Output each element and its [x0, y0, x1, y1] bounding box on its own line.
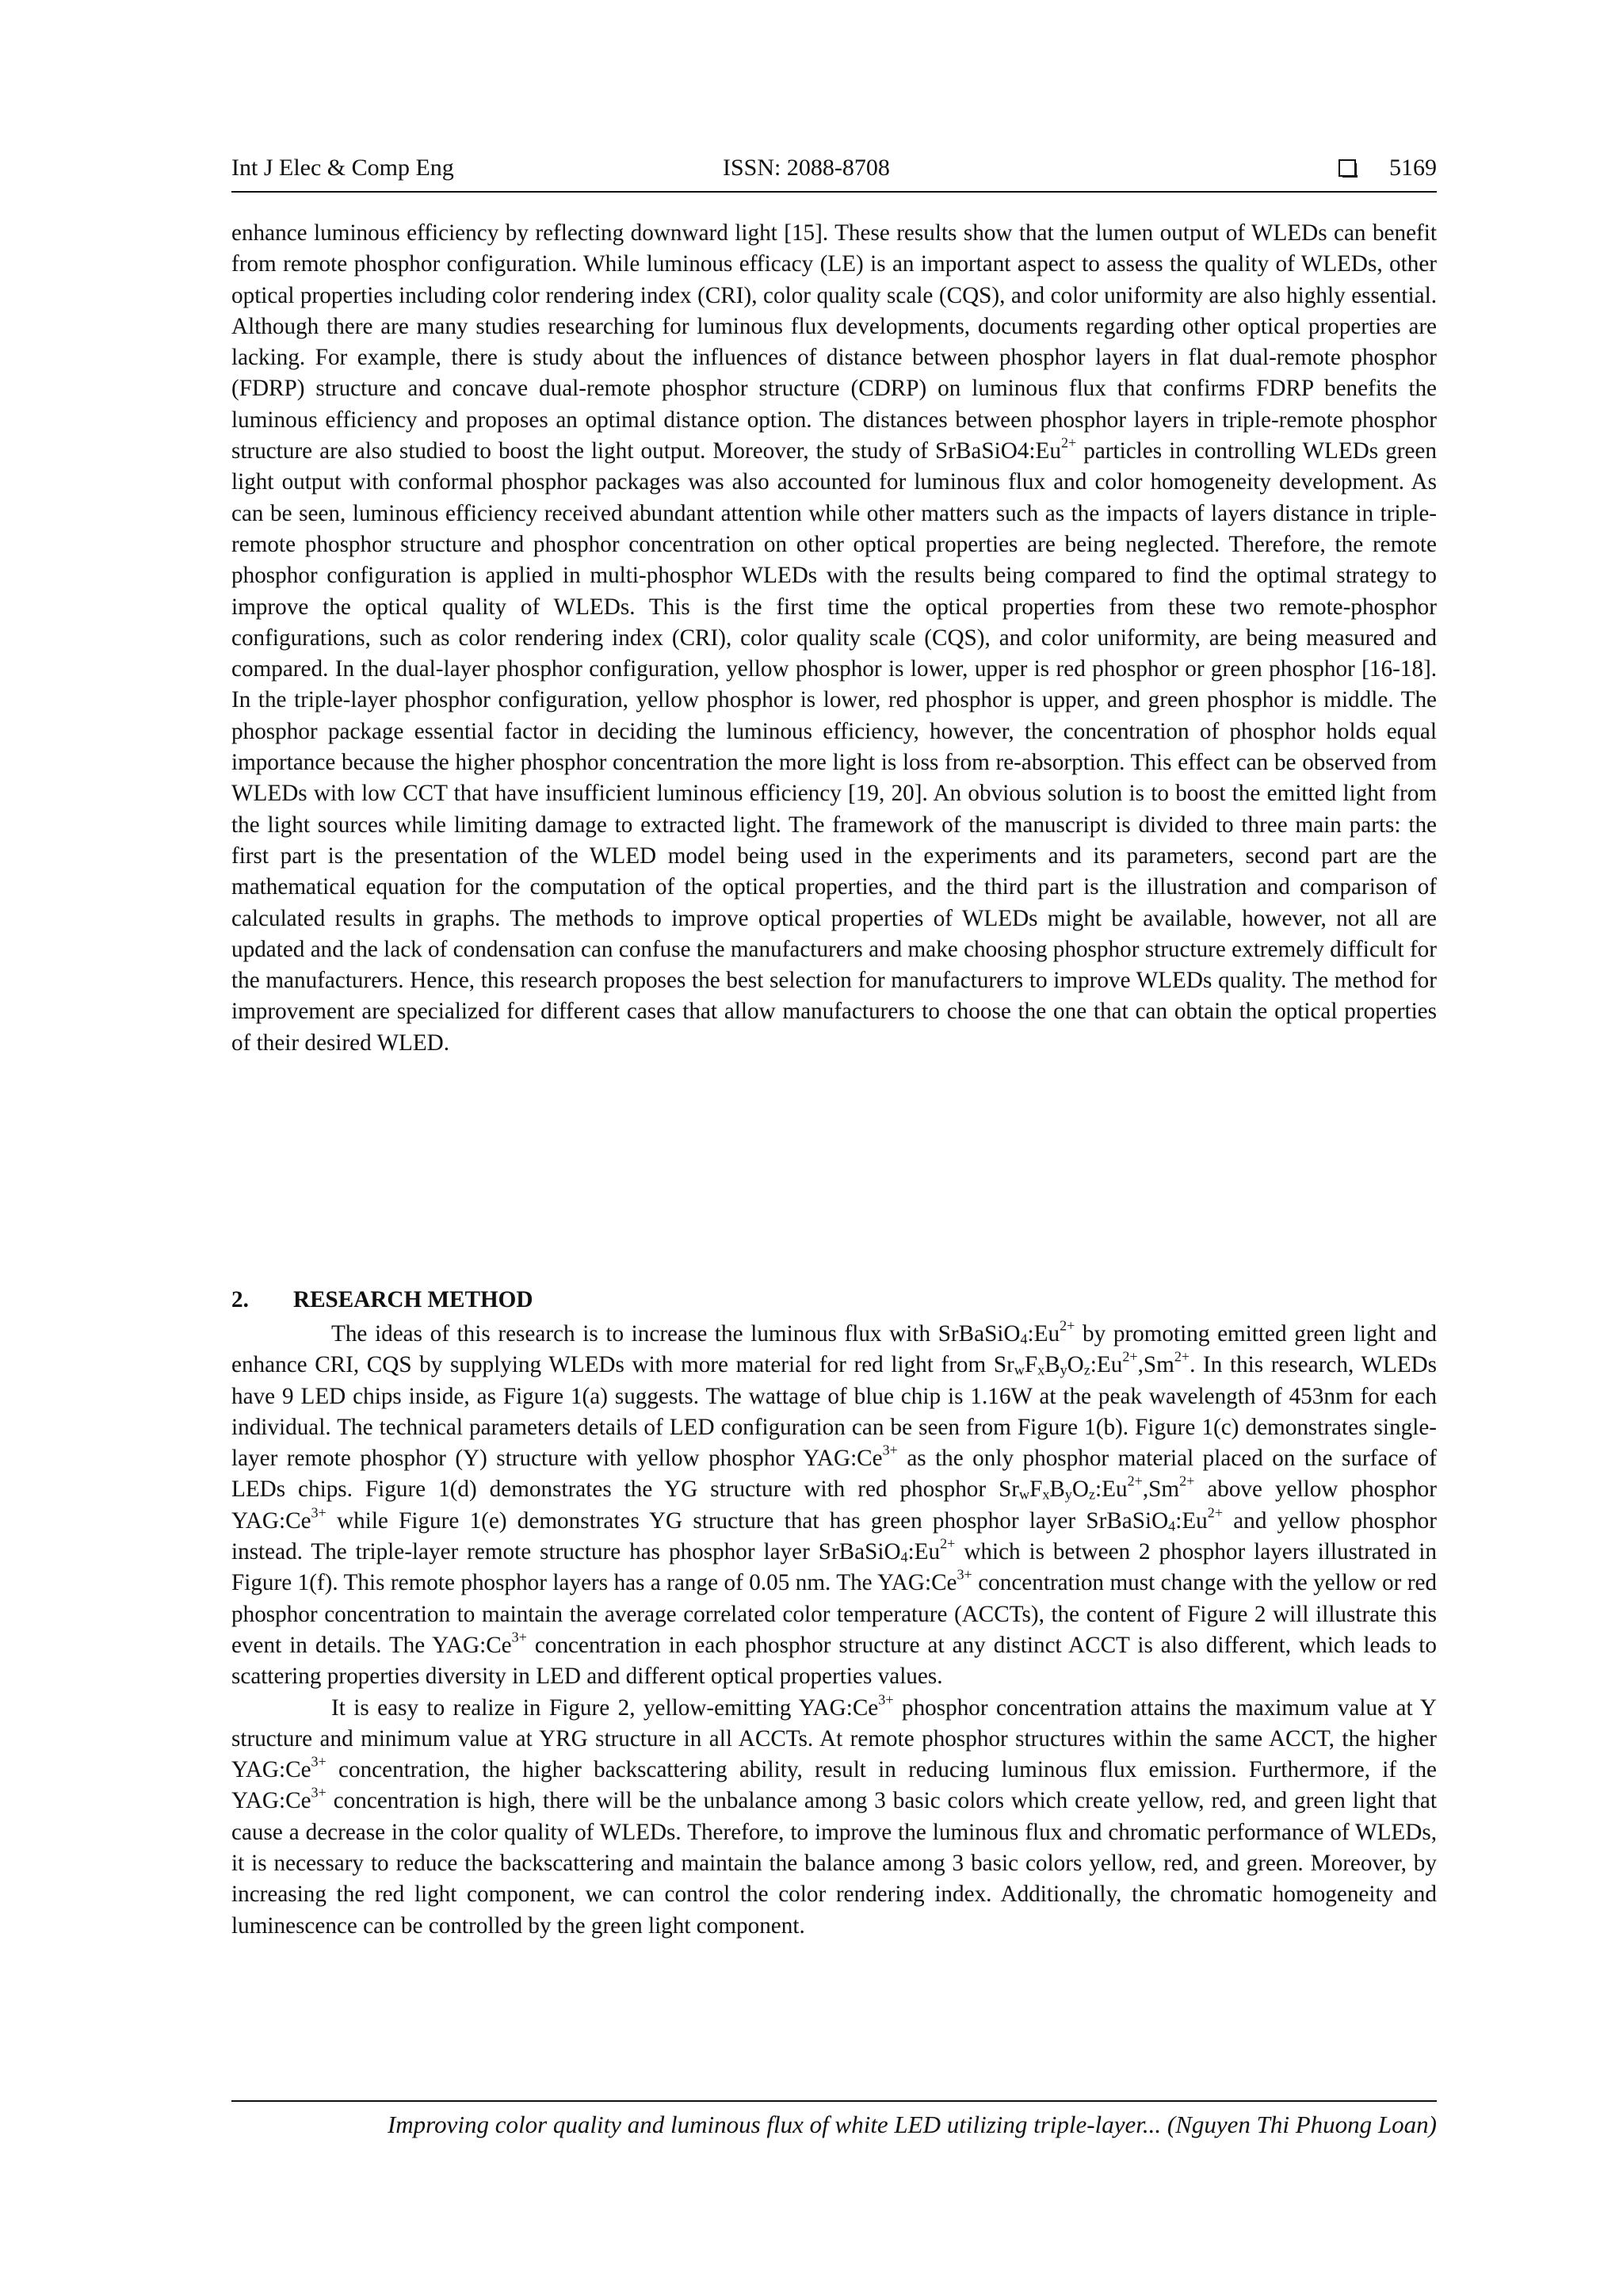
footer-divider — [231, 2100, 1437, 2102]
journal-name: Int J Elec & Comp Eng — [231, 155, 454, 181]
body-text-method — [231, 1319, 1437, 1942]
issn-label: ISSN: 2088-8708 — [723, 155, 890, 181]
checkbox-square-icon — [1338, 159, 1356, 177]
page-number: 5169 — [1389, 155, 1437, 181]
body-text-intro — [231, 218, 1437, 1059]
header-divider — [231, 191, 1437, 193]
intro-paragraph: enhance luminous efficiency by reflecting downward light [15]. These results show that the lumen output of WLEDs can benefit from remote phosphor configuration. While luminous efficacy (LE) is an important aspect to assess the quality of WLEDs, other optical properties including color rendering index (CRI), color quality scale (CQS), and color uniformity are also highly essential. Although there are many studies researching for luminous flux developments, documents regarding other optical properties are lacking. For example, there is study about the influences of distance between phosphor layers in flat dual-remote phosphor (FDRP) structure and concave dual-remote phosphor structure (CDRP) on luminous flux that confirms FDRP benefits the luminous efficiency and proposes an optimal distance option. The distances between phosphor layers in triple-remote phosphor structure are also studied to boost the light output. Moreover, the study of $SrBaSiO4:Eu^{2+}$ particles in controlling WLEDs green light output with conformal phosphor packages was also accounted for luminous flux and color homogeneity development. As can be seen, luminous efficiency received abundant attention while other matters such as the impacts of layers distance in triple-remote phosphor structure and phosphor concentration on other optical properties are being neglected. Therefore, the remote phosphor configuration is applied in multi-phosphor WLEDs with the results being compared to find the optimal strategy to improve the optical quality of WLEDs. This is the first time the optical properties from these two remote-phosphor configurations, such as color rendering index (CRI), color quality scale (CQS), and color uniformity, are being measured and compared. In the dual-layer phosphor configuration, yellow phosphor is lower, upper is red phosphor or green phosphor [16-18]. In the triple-layer phosphor configuration, yellow phosphor is lower, red phosphor is upper, and green phosphor is middle. The phosphor package essential factor in deciding the luminous efficiency, however, the concentration of phosphor holds equal importance because the higher phosphor concentration the more light is loss from re-absorption. This effect can be observed from WLEDs with low CCT that have insufficient luminous efficiency [19, 20]. An obvious solution is to boost the emitted light from the light sources while limiting damage to extracted light. The framework of the manuscript is divided to three main parts: the first part is the presentation of the WLED model being used in the experiments and its parameters, second part are the mathematical equation for the computation of the optical properties, and the third part is the illustration and comparison of calculated results in graphs. The methods to improve optical properties of WLEDs might be available, however, not all are updated and the lack of condensation can confuse the manufacturers and make choosing phosphor structure extremely difficult for the manufacturers. Hence, this research proposes the best selection for manufacturers to improve WLEDs quality. The method for improvement are specialized for different cases that allow manufacturers to choose the one that can obtain the optical properties of their desired WLED. — [231, 220, 1437, 1056]
page-header — [231, 155, 1437, 189]
method-paragraph-1: The ideas of this research is to increase the luminous flux with $SrBaSiO_4:Eu^{2+}$ by promoting emitted green light and enhance CRI, CQS by supplying WLEDs with more material for red light from $Sr_wF_xB_yO_z:Eu^{2+},Sm^{2+}$. In this research, WLEDs have 9 LED chips inside, as Figure 1(a) suggests. The wattage of blue chip is 1.16W at the peak wavelength of 453nm for each individual. The technical parameters details of LED configuration can be seen from Figure 1(b). Figure 1(c) demonstrates single-layer remote phosphor (Y) structure with yellow phosphor $YAG:Ce^{3+}$ as the only phosphor material placed on the surface of LEDs chips. Figure 1(d) demonstrates the YG structure with red phosphor $Sr_wF_xB_yO_z:Eu^{2+},Sm^{2+}$ above yellow phosphor $YAG:Ce^{3+}$ while Figure 1(e) demonstrates YG structure that has green phosphor layer $SrBaSiO_4:Eu^{2+}$ and yellow phosphor instead. The triple-layer remote structure has phosphor layer $SrBaSiO_4:Eu^{2+}$ which is between 2 phosphor layers illustrated in Figure 1(f). This remote phosphor layers has a range of 0.05 nm. The $YAG:Ce^{3+}$ concentration must change with the yellow or red phosphor concentration to maintain the average correlated color temperature (ACCTs), the content of Figure 2 will illustrate this event in details. The $YAG:Ce^{3+}$ concentration in each phosphor structure at any distinct ACCT is also different, which leads to scattering properties diversity in LED and different optical properties values. — [231, 1317, 1438, 1690]
section-number: 2. — [231, 1287, 249, 1312]
section-heading — [231, 1287, 533, 1313]
method-paragraph-2: It is easy to realize in Figure 2, yellow-emitting $YAG:Ce^{3+}$ phosphor concentration attains the maximum value at Y structure and minimum value at YRG structure in all ACCTs. At remote phosphor structures within the same ACCT, the higher $YAG:Ce^{3+}$ concentration, the higher backscattering ability, result in reducing luminous flux emission. Furthermore, if the $YAG:Ce^{3+}$ concentration is high, there will be the unbalance among 3 basic colors which create yellow, red, and green light that cause a decrease in the color quality of WLEDs. Therefore, to improve the luminous flux and chromatic performance of WLEDs, it is necessary to reduce the backscattering and maintain the balance among 3 basic colors yellow, red, and green. Moreover, by increasing the red light component, we can control the color rendering index. Additionally, the chromatic homogeneity and luminescence can be controlled by the green light component. — [231, 1691, 1437, 1939]
running-title-footer: Improving color quality and luminous flux of white LED utilizing triple-layer... (Nguyen Thi Phuong Loan) — [387, 2111, 1437, 2138]
section-title: RESEARCH METHOD — [293, 1287, 533, 1312]
